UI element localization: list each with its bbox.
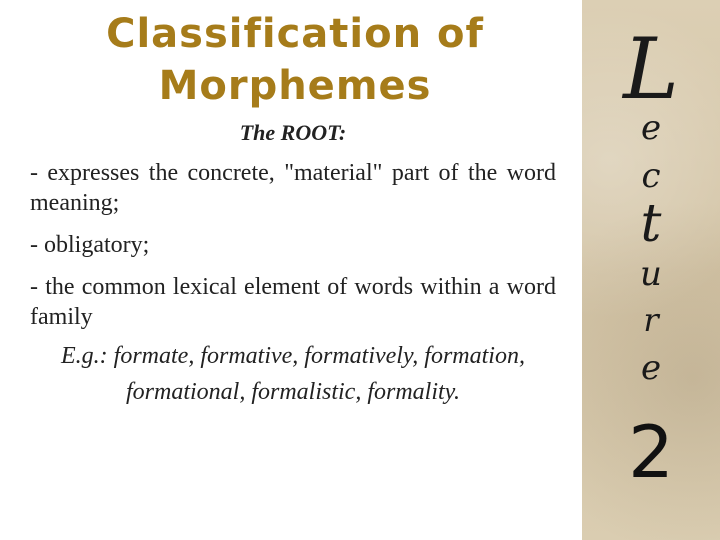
sidebar-letter: r [643,301,659,339]
root-heading: The ROOT: [239,120,347,145]
lecture-number: 2 [628,410,674,494]
sidebar-letter: c [641,156,661,196]
slide-title: Classification of Morphemes [106,11,484,109]
sidebar-letter: e [640,348,662,388]
sidebar-letter: u [640,254,662,294]
sidebar-letter: t [640,194,662,254]
example-text: E.g.: formate, formative, formatively, formation, formational, formalistic, formality. [61,343,525,405]
bullet-item: - the common lexical element of words within a word family [30,274,556,330]
sidebar-letter: e [640,108,662,148]
bullet-item: - obligatory; [30,232,150,258]
bullet-item: - expresses the concrete, "material" part of the word meaning; [30,160,556,216]
lecture-sidebar [582,0,720,540]
sidebar-letter: L [623,20,679,118]
slide-body [30,118,556,410]
